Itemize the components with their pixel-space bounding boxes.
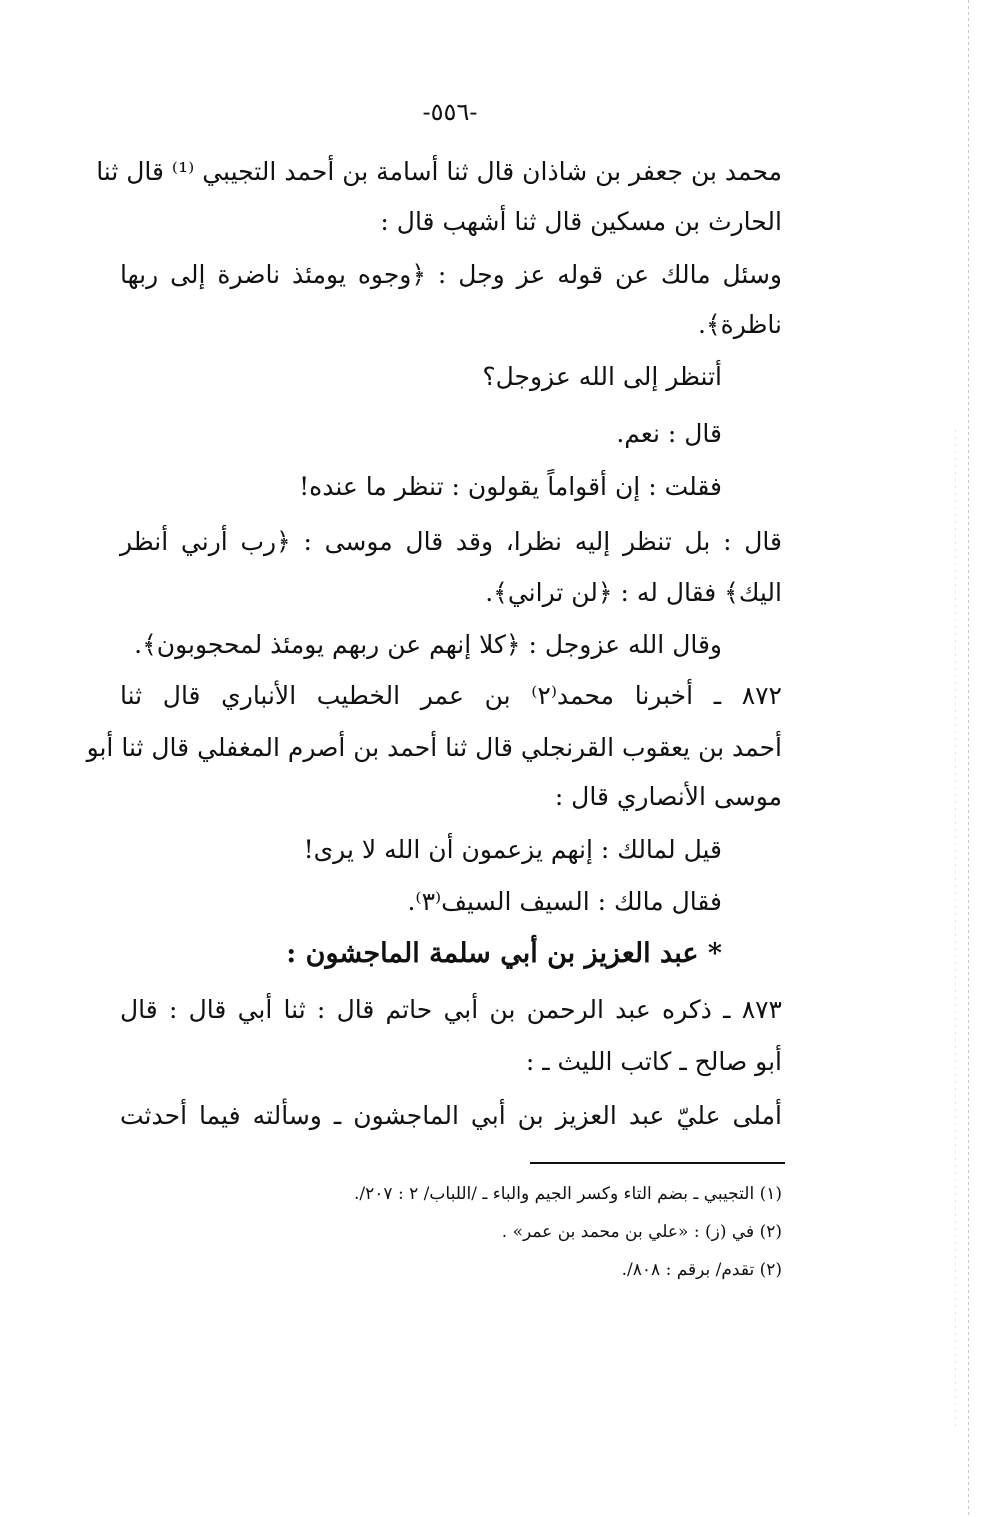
body-line-7: فقلت : إن أقواماً يقولون : تنظر ما عنده! (299, 472, 722, 501)
body-line-18: أبو صالح ـ كاتب الليث ـ : (525, 1047, 782, 1076)
body-line-11: ٨٧٢ ـ أخبرنا محمد⁽٢⁾ بن عمر الخطيب الأنباري قال ثنا (120, 681, 782, 710)
body-line-19: أملى عليّ عبد العزيز بن أبي الماجشون ـ وسألته فيما أحدثت (120, 1101, 782, 1130)
body-line-10: وقال الله عزوجل : ﴿كلا إنهم عن ربهم يومئذ لمحجوبون﴾. (134, 630, 722, 659)
page-edge-line-inner (955, 430, 956, 1430)
body-line-9: اليك﴾ فقال له : ﴿لن تراني﴾. (485, 578, 782, 607)
footnote-3: (٢) تقدم/ برقم : ٨٠٨/. (621, 1260, 782, 1280)
body-line-1: محمد بن جعفر بن شاذان قال ثنا أسامة بن أحمد التجيبي ⁽¹⁾ قال ثنا (96, 157, 782, 186)
section-heading: * عبد العزيز بن أبي سلمة الماجشون : (286, 938, 722, 969)
body-line-17: ٨٧٣ ـ ذكره عبد الرحمن بن أبي حاتم قال : ثنا أبي قال : قال (120, 995, 782, 1024)
body-line-6: قال : نعم. (616, 419, 722, 448)
body-line-14: قيل لمالك : إنهم يزعمون أن الله لا يرى! (303, 835, 722, 864)
body-line-15: فقال مالك : السيف السيف⁽٣⁾. (407, 887, 722, 916)
body-line-13: موسى الأنصاري قال : (554, 782, 782, 811)
body-line-5: أتنظر إلى الله عزوجل؟ (482, 362, 722, 391)
body-line-12: أحمد بن يعقوب القرنجلي قال ثنا أحمد بن أصرم المغفلي قال ثنا أبو (86, 733, 782, 762)
body-line-8: قال : بل تنظر إليه نظرا، وقد قال موسى : ﴿رب أرني أنظر (120, 527, 782, 556)
page-edge-line (968, 0, 969, 1517)
footnote-2: (٢) في (ز) : «علي بن محمد بن عمر» . (501, 1222, 782, 1242)
body-line-2: الحارث بن مسكين قال ثنا أشهب قال : (380, 207, 782, 236)
footnote-1: (١) التجيبي ـ بضم التاء وكسر الجيم والباء ـ /اللباب/ ٢ : ٢٠٧/. (354, 1184, 782, 1204)
footnote-separator (530, 1162, 785, 1164)
body-line-4: ناظرة﴾. (698, 310, 782, 339)
body-line-3: وسئل مالك عن قوله عز وجل : ﴿وجوه يومئذ ناضرة إلى ربها (120, 260, 782, 289)
page-number: -٥٥٦- (422, 98, 478, 126)
